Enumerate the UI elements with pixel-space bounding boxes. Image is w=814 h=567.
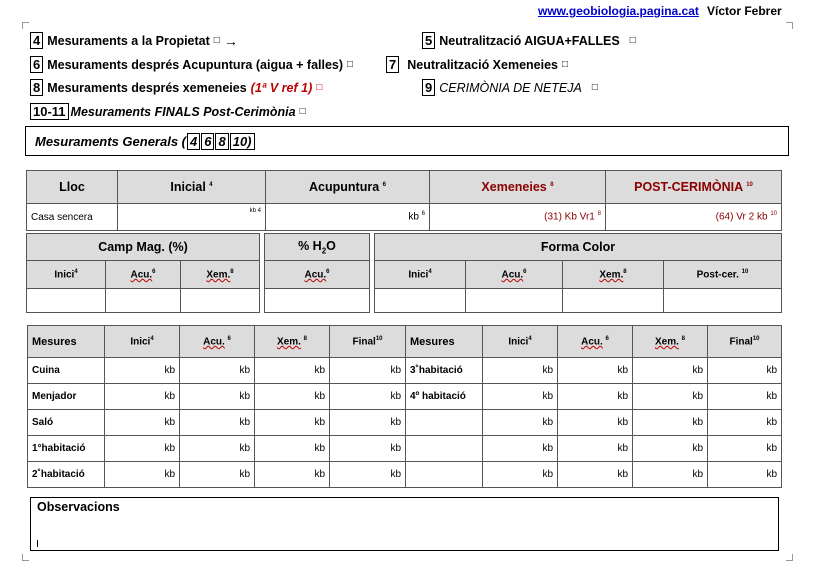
kb-cell[interactable]: kb [330, 384, 406, 410]
crop-mark [786, 22, 793, 29]
cell[interactable] [563, 289, 664, 313]
general-number: 10) [230, 133, 255, 150]
cell-xemeneies[interactable]: (31) Kb Vr1 $^8$ [430, 204, 606, 231]
room-label: 3˚habitació [406, 358, 483, 384]
header-post-cer: Post-cer. $^{10}$ [664, 261, 782, 289]
room-label [406, 410, 483, 436]
kb-cell[interactable]: kb [483, 358, 558, 384]
crop-mark [786, 554, 793, 561]
header-inici: Inici$^4$ [483, 326, 558, 358]
kb-cell[interactable]: kb [105, 436, 180, 462]
general-title: Mesuraments Generals ( [35, 134, 187, 149]
table-row [27, 204, 782, 231]
header-acupuntura: Acupuntura $^6$ [266, 171, 430, 204]
observations-box[interactable] [30, 497, 779, 551]
kb-cell[interactable]: kb [255, 410, 330, 436]
table-row [28, 358, 782, 384]
kb-cell[interactable]: kb [330, 410, 406, 436]
kb-cell[interactable]: kb [633, 462, 708, 488]
general-section [25, 126, 789, 156]
general-number: 8 [215, 133, 228, 150]
kb-cell[interactable]: kb [255, 358, 330, 384]
kb-cell[interactable]: kb [633, 410, 708, 436]
step-number: 4 [30, 32, 43, 49]
kb-cell[interactable]: kb [708, 462, 782, 488]
step-7 [386, 56, 568, 73]
text-cursor [37, 540, 38, 547]
kb-cell[interactable]: kb [105, 462, 180, 488]
step-10-11 [30, 103, 306, 120]
header-acu: Acu.$^6$ [265, 261, 370, 289]
checkbox-icon[interactable]: □ [347, 59, 354, 70]
room-label: 1°habitació [28, 436, 105, 462]
table-header-row [27, 171, 782, 204]
row-label: Casa sencera [27, 204, 118, 231]
header-acu: Acu.$^6$ [466, 261, 563, 289]
kb-cell[interactable]: kb [483, 436, 558, 462]
kb-cell[interactable]: kb [255, 462, 330, 488]
room-label: 2˚habitació [28, 462, 105, 488]
header-acu: Acu. $^6$ [180, 326, 255, 358]
cell-acupuntura[interactable]: kb $^6$ [266, 204, 430, 231]
kb-cell[interactable]: kb [105, 384, 180, 410]
kb-cell[interactable]: kb [255, 436, 330, 462]
kb-cell[interactable]: kb [483, 410, 558, 436]
header-xem: Xem. $^8$ [255, 326, 330, 358]
header-forma-color: Forma Color [375, 234, 782, 261]
header-inici: Inici$^4$ [27, 261, 106, 289]
room-label [406, 436, 483, 462]
step-4 [30, 32, 238, 49]
step-9 [422, 79, 598, 96]
step-number: 9 [422, 79, 435, 96]
step-label: Mesuraments a la Propietat [47, 33, 210, 48]
table-row [28, 384, 782, 410]
table-row [28, 436, 782, 462]
kb-cell[interactable]: kb [180, 358, 255, 384]
cell[interactable] [265, 289, 370, 313]
step-label: Mesuraments després xemeneies [47, 80, 247, 95]
website-link[interactable]: www.geobiologia.pagina.cat [538, 4, 699, 18]
step-label: Mesuraments després Acupuntura (aigua + falles) [47, 57, 344, 72]
room-label [406, 462, 483, 488]
cell[interactable] [466, 289, 563, 313]
checkbox-icon[interactable]: □ [299, 106, 306, 117]
kb-cell[interactable]: kb [255, 384, 330, 410]
kb-cell[interactable]: kb [105, 358, 180, 384]
table-header-row [28, 326, 782, 358]
header-post-cerimonia: POST-CERIMÒNIA $^{10}$ [606, 171, 782, 204]
checkbox-icon[interactable]: □ [629, 35, 636, 46]
header-xem: Xem. $^8$ [633, 326, 708, 358]
header-final: Final$^{10}$ [708, 326, 782, 358]
general-number: 4 [187, 133, 200, 150]
header-lloc: Lloc [27, 171, 118, 204]
kb-cell[interactable]: kb [330, 358, 406, 384]
checkbox-icon[interactable]: □ [213, 35, 220, 46]
step-number: 8 [30, 79, 43, 96]
header-inicial: Inicial $^4$ [118, 171, 266, 204]
kb-cell[interactable]: kb [105, 410, 180, 436]
kb-cell[interactable]: kb [180, 462, 255, 488]
header-inici: Inici$^4$ [105, 326, 180, 358]
header-inici: Inici$^4$ [375, 261, 466, 289]
kb-cell[interactable]: kb [708, 436, 782, 462]
crop-mark [22, 22, 29, 29]
kb-cell[interactable]: kb [180, 436, 255, 462]
kb-cell[interactable]: kb [633, 358, 708, 384]
step-number: 6 [30, 56, 43, 73]
header-xemeneies: Xemeneies $^8$ [430, 171, 606, 204]
checkbox-icon[interactable]: □ [591, 82, 598, 93]
camp-mag-table [26, 233, 260, 313]
kb-cell[interactable]: kb [558, 384, 633, 410]
h2o-table [264, 233, 370, 313]
kb-cell[interactable]: kb [708, 384, 782, 410]
checkbox-icon[interactable]: □ [562, 59, 569, 70]
step-label: Mesuraments FINALS Post-Cerimònia [70, 104, 296, 119]
step-8 [30, 79, 322, 96]
header-h2o: % $H_2O$ [265, 234, 370, 261]
room-label: 4º habitació [406, 384, 483, 410]
kb-cell[interactable]: kb [330, 462, 406, 488]
kb-cell[interactable]: kb [558, 436, 633, 462]
kb-cell[interactable]: kb [633, 384, 708, 410]
mesures-table [27, 325, 782, 488]
cell[interactable] [664, 289, 782, 313]
arrow-right-icon: → [223, 32, 238, 49]
kb-cell[interactable]: kb [633, 436, 708, 462]
step-5 [422, 32, 636, 49]
cell[interactable] [27, 289, 106, 313]
cell-inicial[interactable]: kb 4 [118, 204, 266, 231]
step-note: (1ª V ref 1) [250, 80, 313, 95]
step-number: 5 [422, 32, 435, 49]
table-row [28, 462, 782, 488]
kb-cell[interactable]: kb [558, 410, 633, 436]
step-number: 10-11 [30, 103, 69, 120]
table-row [28, 410, 782, 436]
forma-color-table [374, 233, 782, 313]
kb-cell[interactable]: kb [330, 436, 406, 462]
cell[interactable] [106, 289, 181, 313]
step-label: Neutralització Xemeneies [407, 57, 558, 72]
observations-title: Observacions [37, 500, 120, 514]
cell[interactable] [181, 289, 260, 313]
kb-cell[interactable]: kb [708, 358, 782, 384]
step-label: Neutralització AIGUA+FALLES [439, 33, 620, 48]
general-number: 6 [201, 133, 214, 150]
kb-cell[interactable]: kb [708, 410, 782, 436]
cell-post-cerimonia[interactable]: (64) Vr 2 kb $^{10}$ [606, 204, 782, 231]
step-label: CERIMÒNIA DE NETEJA [439, 80, 582, 95]
kb-cell[interactable]: kb [558, 358, 633, 384]
room-label: Saló [28, 410, 105, 436]
cell[interactable] [375, 289, 466, 313]
summary-table [26, 170, 782, 231]
header-acu: Acu. $^6$ [558, 326, 633, 358]
header-final: Final$^{10}$ [330, 326, 406, 358]
header-mesures: Mesures [28, 326, 105, 358]
step-6 [30, 56, 353, 73]
kb-cell[interactable]: kb [180, 384, 255, 410]
header-acu: Acu.$^6$ [106, 261, 181, 289]
kb-cell[interactable]: kb [483, 462, 558, 488]
kb-cell[interactable]: kb [180, 410, 255, 436]
header-xem: Xem.$^8$ [181, 261, 260, 289]
step-number: 7 [386, 56, 399, 73]
header-camp-mag: Camp Mag. (%) [27, 234, 260, 261]
author-name: Víctor Febrer [707, 4, 782, 18]
header-xem: Xem.$^8$ [563, 261, 664, 289]
checkbox-icon[interactable]: □ [316, 82, 323, 93]
header-mesures: Mesures [406, 326, 483, 358]
crop-mark [22, 554, 29, 561]
kb-cell[interactable]: kb [558, 462, 633, 488]
room-label: Menjador [28, 384, 105, 410]
room-label: Cuina [28, 358, 105, 384]
kb-cell[interactable]: kb [483, 384, 558, 410]
